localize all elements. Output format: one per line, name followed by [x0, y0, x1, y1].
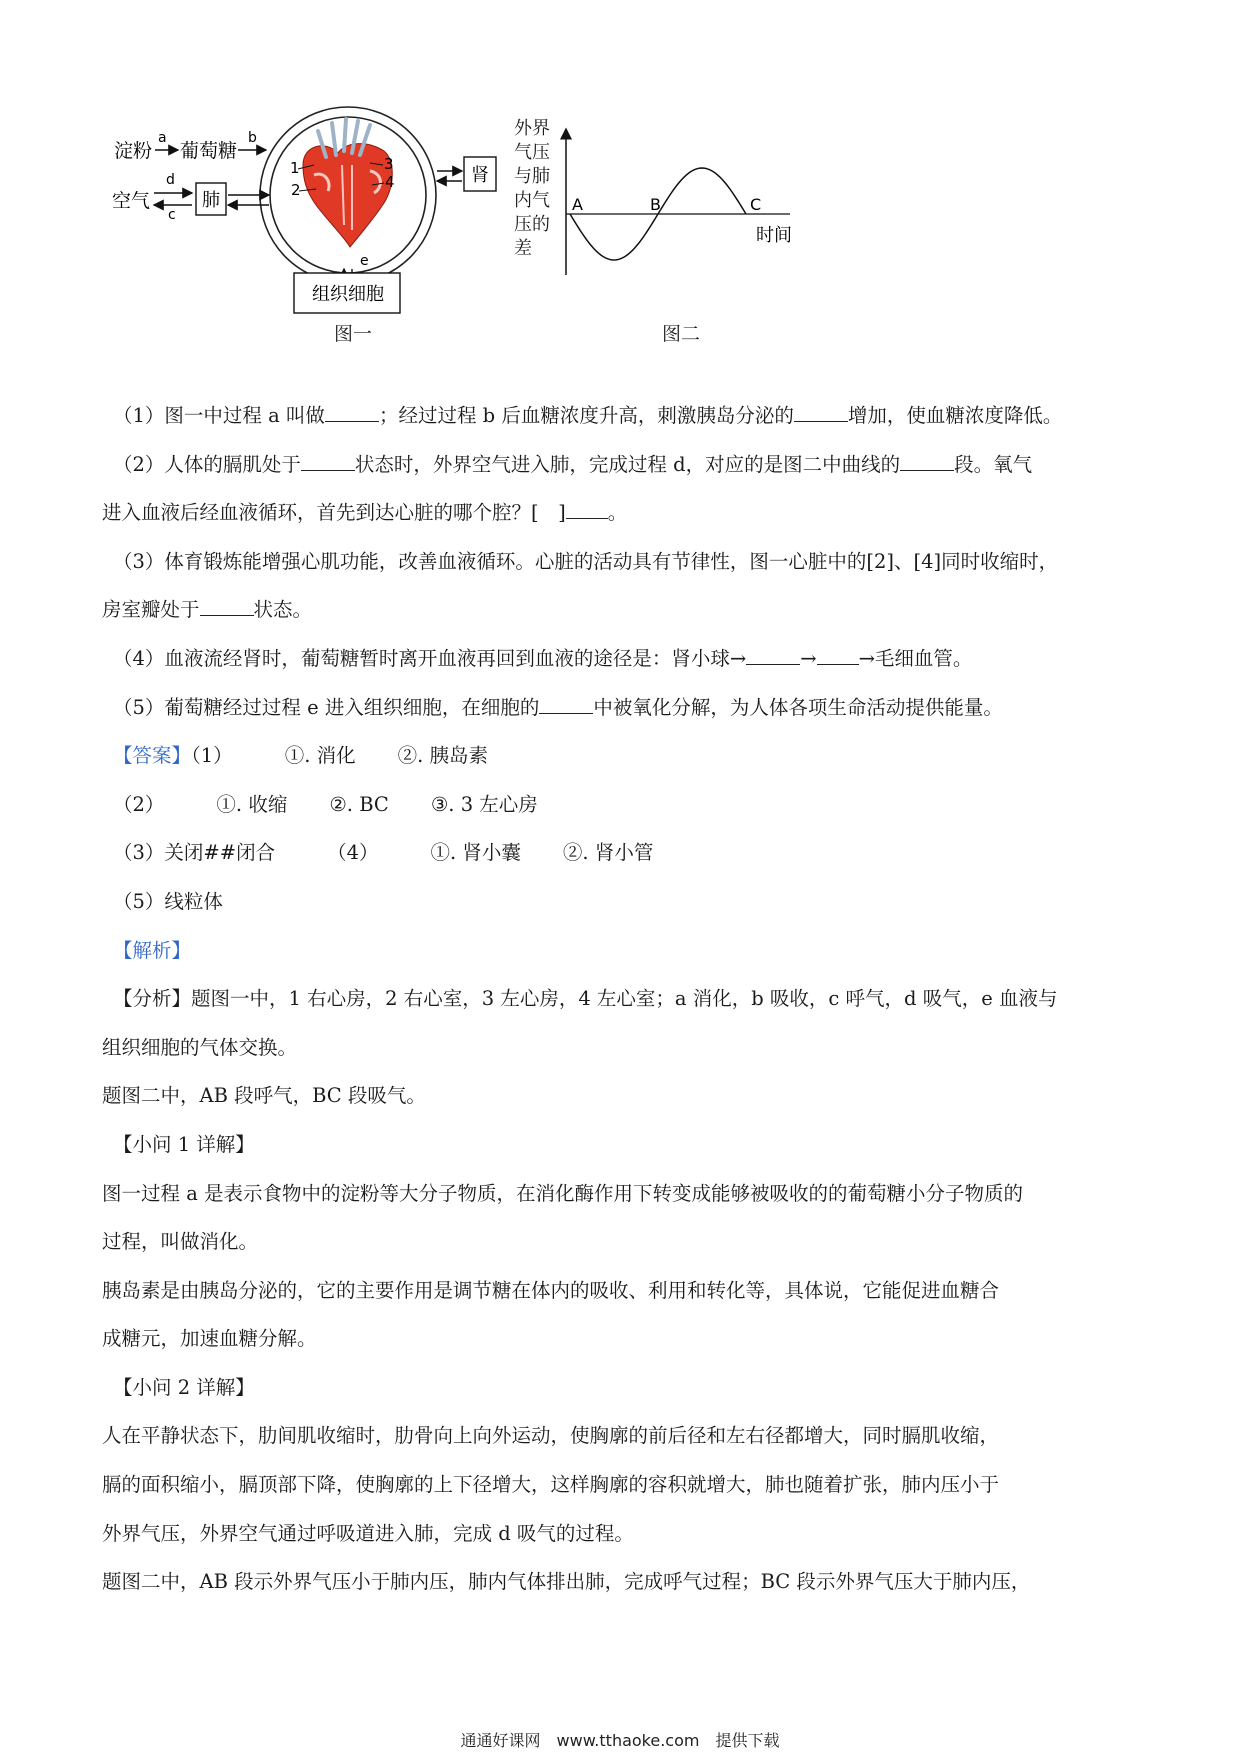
point-label-a: A — [572, 195, 583, 214]
ylabel-line: 外界 — [514, 118, 550, 139]
ylabel-line: 与肺 — [514, 166, 550, 187]
figure-2-svg — [560, 125, 860, 315]
q3-text-3: 状态。 — [253, 598, 313, 622]
q4-text-2: → — [800, 646, 817, 670]
q2-blank-3 — [566, 498, 608, 519]
answer-line-1 — [113, 732, 1143, 781]
sub-question-heading-1 — [113, 1121, 1143, 1170]
figure-2-ylabel — [514, 117, 554, 261]
q3-text-2: 房室瓣处于 — [102, 598, 200, 622]
answer-line-3 — [113, 829, 1143, 878]
figure-1 — [100, 95, 540, 385]
q4-text-1: （4）血液流经肾时，葡萄糖暂时离开血液再回到血液的途径是：肾小球→ — [113, 646, 747, 670]
question-2 — [113, 441, 1143, 490]
point-label-b: B — [650, 195, 661, 214]
analysis-text: 胰岛素是由胰岛分泌的，它的主要作用是调节糖在体内的吸收、利用和转化等，具体说，它能促进血糖合 — [102, 1278, 1000, 1302]
analysis-text: 成糖元，加速血糖分解。 — [102, 1327, 317, 1351]
heart-illustration — [303, 119, 392, 247]
analysis-line — [102, 1558, 1143, 1607]
analysis-text: 外界气压，外界空气通过呼吸道进入肺，完成 d 吸气的过程。 — [102, 1521, 634, 1545]
question-2-cont — [102, 489, 1143, 538]
figure-2 — [514, 118, 920, 385]
analysis-text: 图一过程 a 是表示食物中的淀粉等大分子物质，在消化酶作用下转变成能够被吸收的的葡萄糖小分子物质的 — [102, 1181, 1024, 1205]
answer-2-3: ③. 3 左心房 — [430, 792, 538, 816]
q4-blank-2 — [817, 644, 859, 665]
q1-text-2: ；经过过程 b 后血糖浓度升高，刺激胰岛分泌的 — [378, 404, 794, 427]
answer-2-1: ①. 收缩 — [216, 792, 288, 816]
answer-2-num: （2） — [113, 792, 165, 816]
analysis-line — [102, 1315, 1143, 1364]
analysis-text: 题图二中，AB 段呼气，BC 段吸气。 — [102, 1084, 426, 1108]
q2-blank-1 — [301, 449, 355, 470]
q2-text-3: 段。氧气 — [954, 452, 1033, 476]
heart-number-3: 3 — [384, 155, 394, 173]
label-kidney: 肾 — [471, 165, 489, 186]
label-air: 空气 — [112, 190, 151, 212]
answer-tag: 【答案】 — [113, 744, 192, 768]
q4-text-3: →毛细血管。 — [858, 646, 973, 670]
analysis-text: 过程，叫做消化。 — [102, 1230, 259, 1254]
q1-text-3: 增加，使血糖浓度降低。 — [847, 404, 1063, 427]
answer-4-num: （4） — [327, 841, 379, 865]
label-c: c — [168, 207, 176, 223]
analysis-line — [113, 975, 1143, 1024]
sub-question-heading-2 — [113, 1364, 1143, 1413]
q1-blank-2 — [794, 401, 848, 422]
ylabel-line: 内气 — [514, 190, 550, 211]
analysis-line — [102, 1024, 1143, 1073]
answer-line-2 — [113, 781, 1143, 830]
question-body — [102, 392, 1143, 1607]
answer-1-1: ①. 消化 — [284, 744, 356, 768]
label-tissue: 组织细胞 — [312, 284, 384, 305]
ylabel-line: 气压 — [514, 142, 550, 163]
analysis-line — [102, 1412, 1143, 1461]
analysis-line — [102, 1072, 1143, 1121]
analysis-line — [102, 1170, 1143, 1219]
analysis-text: 组织细胞的气体交换。 — [102, 1035, 298, 1059]
analysis-tag: 【解析】 — [113, 938, 192, 962]
q5-blank-1 — [539, 692, 593, 713]
analysis-text: 【分析】题图一中，1 右心房，2 右心室，3 左心房，4 左心室；a 消化，b 吸收，c 呼气，d 吸气，e 血液与 — [113, 987, 1058, 1011]
q2-text-5: 。 — [607, 501, 628, 525]
answer-2-2: ②. BC — [329, 792, 389, 816]
heading-text: 【小问 1 详解】 — [113, 1132, 255, 1156]
label-glucose: 葡萄糖 — [180, 140, 238, 162]
figures-row — [100, 95, 920, 385]
label-b: b — [248, 130, 257, 146]
label-lung: 肺 — [202, 190, 220, 211]
q4-blank-1 — [746, 644, 800, 665]
label-d: d — [166, 172, 175, 188]
heart-number-4: 4 — [385, 173, 395, 191]
q2-blank-2 — [900, 449, 954, 470]
q5-text-1: （5）葡萄糖经过过程 e 进入组织细胞，在细胞的 — [113, 695, 540, 719]
answer-line-4 — [113, 878, 1143, 927]
analysis-line — [102, 1267, 1143, 1316]
q5-text-2: 中被氧化分解，为人体各项生命活动提供能量。 — [593, 695, 1003, 719]
label-starch: 淀粉 — [114, 140, 153, 162]
label-e: e — [360, 253, 369, 269]
q3-blank-1 — [200, 595, 254, 616]
point-label-c: C — [750, 195, 762, 214]
figure-1-caption: 图一 — [334, 323, 373, 345]
answer-5: （5）线粒体 — [113, 889, 223, 913]
q2-text-1: （2）人体的膈肌处于 — [113, 452, 301, 476]
figure-1-svg — [100, 95, 540, 385]
analysis-line — [102, 1218, 1143, 1267]
question-3 — [113, 538, 1143, 587]
analysis-tag-line — [113, 927, 1143, 976]
analysis-text: 膈的面积缩小，膈顶部下降，使胸廓的上下径增大，这样胸廓的容积就增大，肺也随着扩张，肺内压小于 — [102, 1473, 1000, 1497]
answer-3: （3）关闭##闭合 — [113, 841, 276, 865]
analysis-line — [102, 1461, 1143, 1510]
question-3-cont — [102, 586, 1143, 635]
ylabel-line: 压的 — [514, 214, 550, 235]
question-5 — [113, 684, 1143, 733]
label-a: a — [158, 130, 167, 146]
analysis-text: 人在平静状态下，肋间肌收缩时，肋骨向上向外运动，使胸廓的前后径和左右径都增大，同时膈肌收缩， — [102, 1424, 1000, 1448]
q1-blank-1 — [325, 401, 379, 422]
q2-text-4: 进入血液后经血液循环，首先到达心脏的哪个腔？[ ] — [102, 501, 566, 525]
heart-number-1: 1 — [290, 159, 300, 177]
q3-text-1: （3）体育锻炼能增强心肌功能，改善血液循环。心脏的活动具有节律性，图一心脏中的[2]、[4]同时收缩时， — [113, 549, 1059, 573]
answer-4-2: ②. 肾小管 — [562, 841, 654, 865]
question-1 — [113, 392, 1143, 441]
answer-1-2: ②. 胰岛素 — [397, 744, 488, 768]
heading-text: 【小问 2 详解】 — [113, 1375, 255, 1399]
heart-number-2: 2 — [291, 181, 301, 199]
analysis-text: 题图二中，AB 段示外界气压小于肺内压，肺内气体排出肺，完成呼气过程；BC 段示外界气压大于肺内压， — [102, 1570, 1031, 1594]
x-axis-label: 时间 — [756, 225, 792, 246]
figure-2-caption: 图二 — [662, 323, 701, 345]
q1-text-1: （1）图一中过程 a 叫做 — [113, 404, 325, 427]
answer-1-num: （1） — [191, 744, 233, 768]
question-4 — [113, 635, 1143, 684]
page-footer: 通通好课网 www.tthaoke.com 提供下载 — [460, 1731, 780, 1750]
ylabel-line: 差 — [514, 238, 532, 259]
answer-4-1: ①. 肾小囊 — [430, 841, 521, 865]
analysis-line — [102, 1510, 1143, 1559]
q2-text-2: 状态时，外界空气进入肺，完成过程 d，对应的是图二中曲线的 — [354, 452, 901, 476]
